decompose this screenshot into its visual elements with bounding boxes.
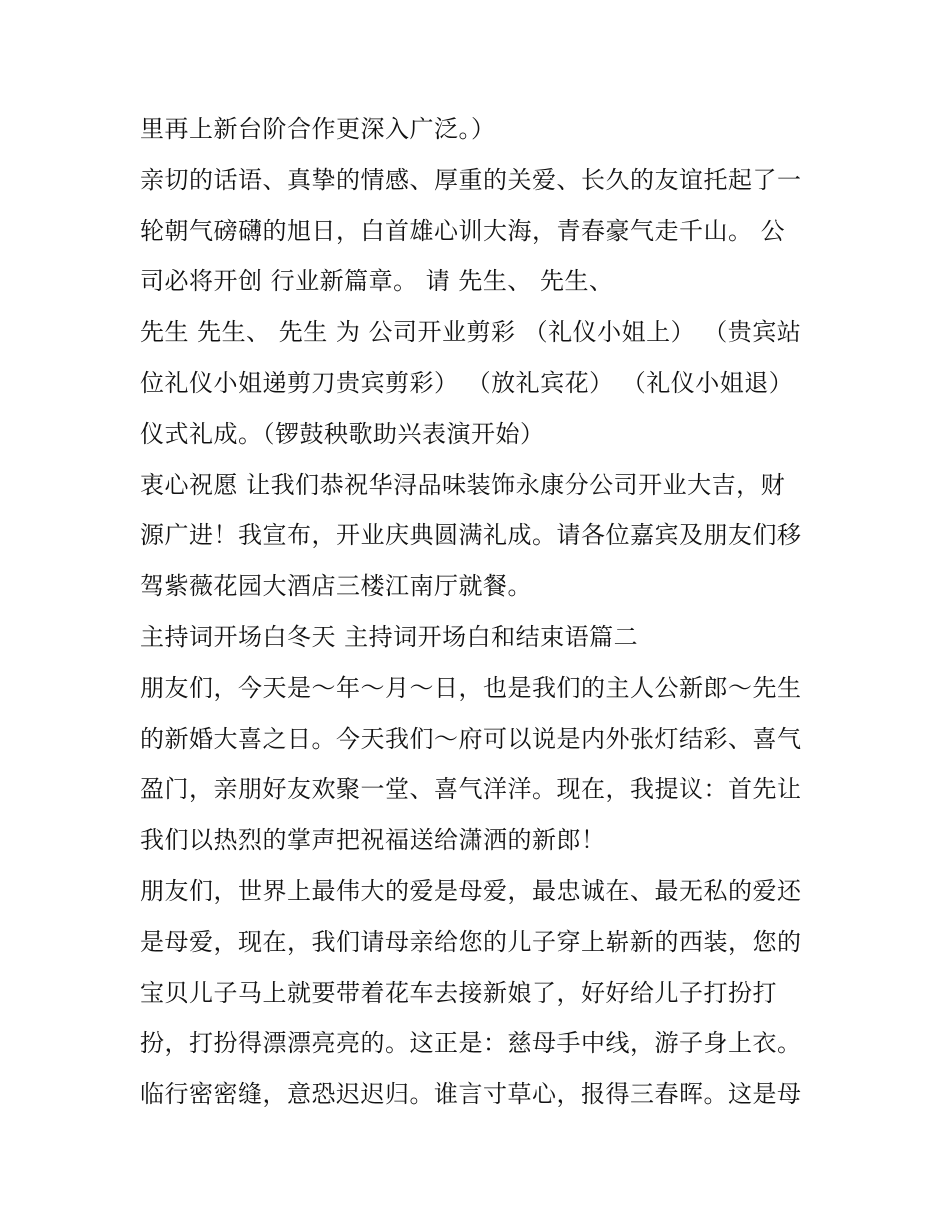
text-line: 先生 先生、 先生 为 公司开业剪彩 （礼仪小姐上） （贵宾站 — [140, 318, 802, 347]
text-line: 衷心祝愿 让我们恭祝华浔品味装饰永康分公司开业大吉，财 — [140, 470, 786, 499]
text-line: 源广进！我宣布，开业庆典圆满礼成。请各位嘉宾及朋友们移 — [140, 521, 802, 550]
document-body — [140, 104, 820, 1120]
text-line: 亲切的话语、真挚的情感、厚重的关爱、长久的友谊托起了一 — [140, 165, 802, 194]
section-heading: 主持词开场白冬天 主持词开场白和结束语篇二 — [140, 622, 639, 651]
text-line: 朋友们，今天是～年～月～日，也是我们的主人公新郎～先生 — [140, 673, 802, 702]
text-line: 里再上新台阶合作更深入广泛。） — [140, 115, 496, 143]
text-line: 我们以热烈的掌声把祝福送给潇洒的新郎！ — [140, 826, 606, 855]
text-line: 轮朝气磅礴的旭日，白首雄心训大海，青春豪气走千山。 公 — [140, 216, 786, 245]
text-line: 位礼仪小姐递剪刀贵宾剪彩） （放礼宾花） （礼仪小姐退） — [140, 368, 794, 397]
text-line: 的新婚大喜之日。今天我们～府可以说是内外张灯结彩、喜气 — [140, 724, 802, 753]
text-line: 司必将开创 行业新篇章。 请 先生、 先生、 — [140, 267, 614, 296]
text-line: 宝贝儿子马上就要带着花车去接新娘了，好好给儿子打扮打 — [140, 978, 777, 1007]
text-line: 扮，打扮得漂漂亮亮的。这正是：慈母手中线，游子身上衣。 — [140, 1029, 802, 1058]
text-line: 是母爱，现在，我们请母亲给您的儿子穿上崭新的西装，您的 — [140, 927, 802, 956]
text-line: 盈门，亲朋好友欢聚一堂、喜气洋洋。现在，我提议：首先让 — [140, 775, 802, 804]
text-line: 朋友们，世界上最伟大的爱是母爱，最忠诚在、最无私的爱还 — [140, 876, 802, 905]
text-line: 仪式礼成。（锣鼓秧歌助兴表演开始） — [140, 419, 545, 448]
text-line: 驾紫薇花园大酒店三楼江南厅就餐。 — [140, 572, 532, 601]
text-line: 临行密密缝，意恐迟迟归。谁言寸草心，报得三春晖。这是母 — [140, 1080, 802, 1109]
